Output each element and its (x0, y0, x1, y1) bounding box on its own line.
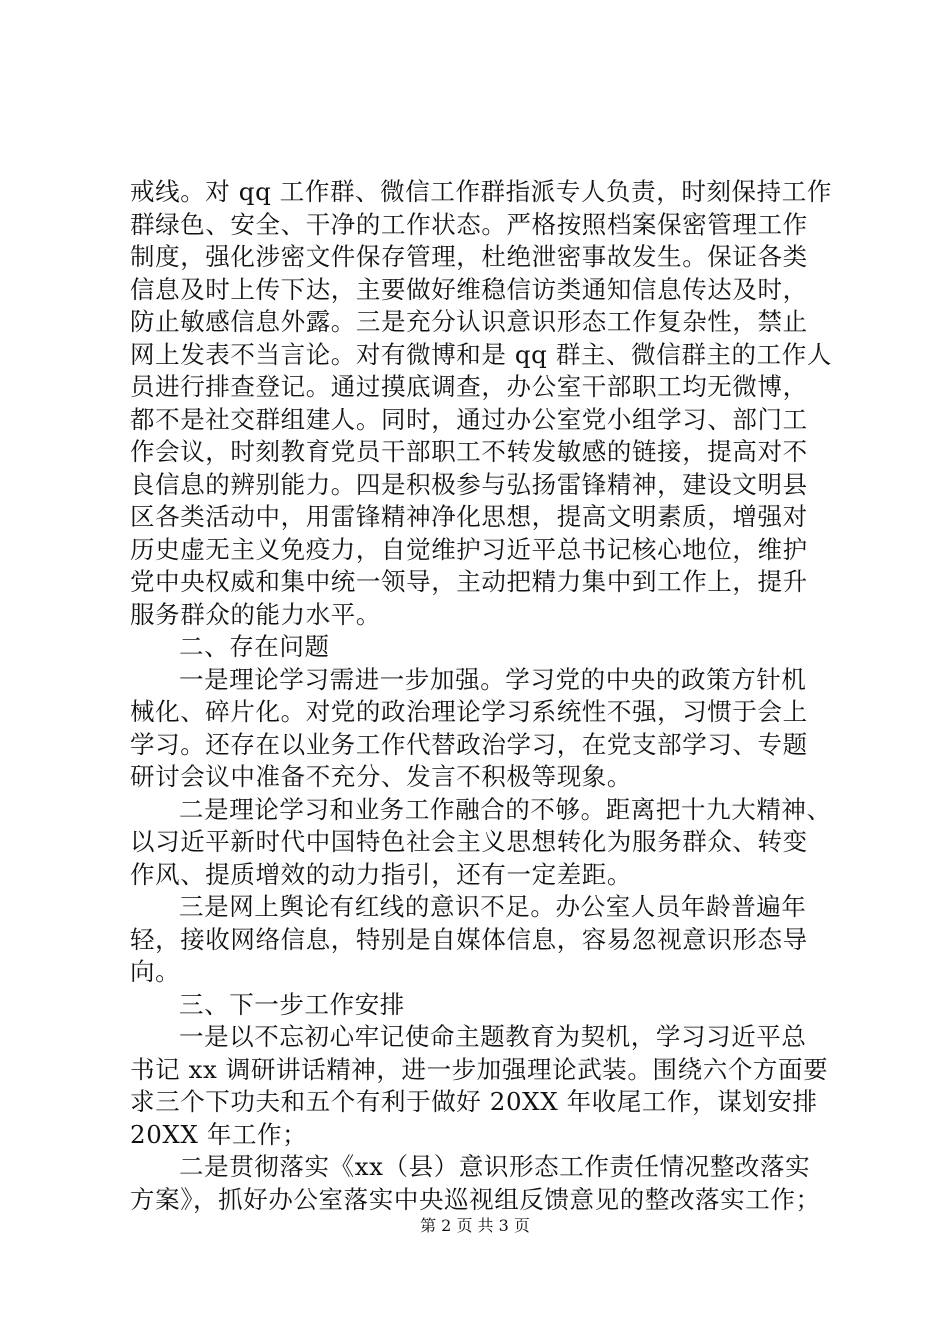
text-line: 求三个下功夫和五个有利于做好 20XX 年收尾工作，谋划安排 (130, 1087, 818, 1116)
text-line: 一是理论学习需进一步加强。学习党的中央的政策方针机 (179, 664, 807, 694)
text-line: 二是贯彻落实《xx（县）意识形态工作责任情况整改落实 (179, 1152, 811, 1181)
text-line: 方案》，抓好办公室落实中央巡视组反馈意见的整改落实工作； (130, 1184, 821, 1214)
text-line: 研讨会议中准备不充分、发言不积极等现象。 (130, 762, 632, 791)
text-line: 向。 (130, 957, 181, 986)
page-number: 第 2 页 共 3 页 (420, 1216, 530, 1235)
text-line: 一是以不忘初心牢记使命主题教育为契机，学习习近平总 (179, 1022, 807, 1051)
text-line: 网上发表不当言论。对有微博和是 qq 群主、微信群主的工作人 (130, 339, 832, 369)
text-line: 戒线。对 qq 工作群、微信工作群指派专人负责，时刻保持工作 (130, 177, 832, 206)
text-line: 作会议，时刻教育党员干部职工不转发敏感的链接，提高对不 (130, 437, 808, 466)
text-line: 三是网上舆论有红线的意识不足。办公室人员年龄普遍年 (179, 892, 807, 921)
text-line: 员进行排查登记。通过摸底调查，办公室干部职工均无微博， (130, 372, 808, 401)
text-line: 制度，强化涉密文件保存管理，杜绝泄密事故发生。保证各类 (130, 242, 808, 271)
section-heading: 二、存在问题 (179, 632, 330, 661)
text-line: 都不是社交群组建人。同时，通过办公室党小组学习、部门工 (130, 404, 808, 434)
text-line: 学习。还存在以业务工作代替政治学习，在党支部学习、专题 (130, 729, 808, 759)
text-line: 二是理论学习和业务工作融合的不够。距离把十九大精神、 (179, 794, 832, 824)
text-line: 防止敏感信息外露。三是充分认识意识形态工作复杂性，禁止 (130, 307, 808, 336)
page-footer (0, 1216, 950, 1236)
text-line: 群绿色、安全、干净的工作状态。严格按照档案保密管理工作 (130, 209, 808, 239)
text-line: 书记 xx 调研讲话精神，进一步加强理论武装。围绕六个方面要 (130, 1054, 829, 1084)
text-line: 作风、提质增效的动力指引，还有一定差距。 (130, 859, 632, 889)
text-line: 20XX 年工作； (130, 1119, 308, 1149)
section-heading: 三、下一步工作安排 (179, 989, 405, 1019)
text-line: 轻，接收网络信息，特别是自媒体信息，容易忽视意识形态导 (130, 924, 808, 954)
text-line: 信息及时上传下达，主要做好维稳信访类通知信息传达及时， (130, 274, 808, 304)
text-line: 区各类活动中，用雷锋精神净化思想，提高文明素质，增强对 (130, 502, 808, 531)
text-line: 良信息的辨别能力。四是积极参与弘扬雷锋精神，建设文明县 (130, 469, 808, 499)
text-line: 械化、碎片化。对党的政治理论学习系统性不强，习惯于会上 (130, 697, 808, 726)
text-line: 党中央权威和集中统一领导，主动把精力集中到工作上，提升 (130, 567, 808, 596)
text-line: 以习近平新时代中国特色社会主义思想转化为服务群众、转变 (130, 827, 808, 856)
text-line: 历史虚无主义免疫力，自觉维护习近平总书记核心地位，维护 (130, 534, 808, 564)
document-body (130, 176, 830, 1216)
text-line: 服务群众的能力水平。 (130, 599, 381, 629)
